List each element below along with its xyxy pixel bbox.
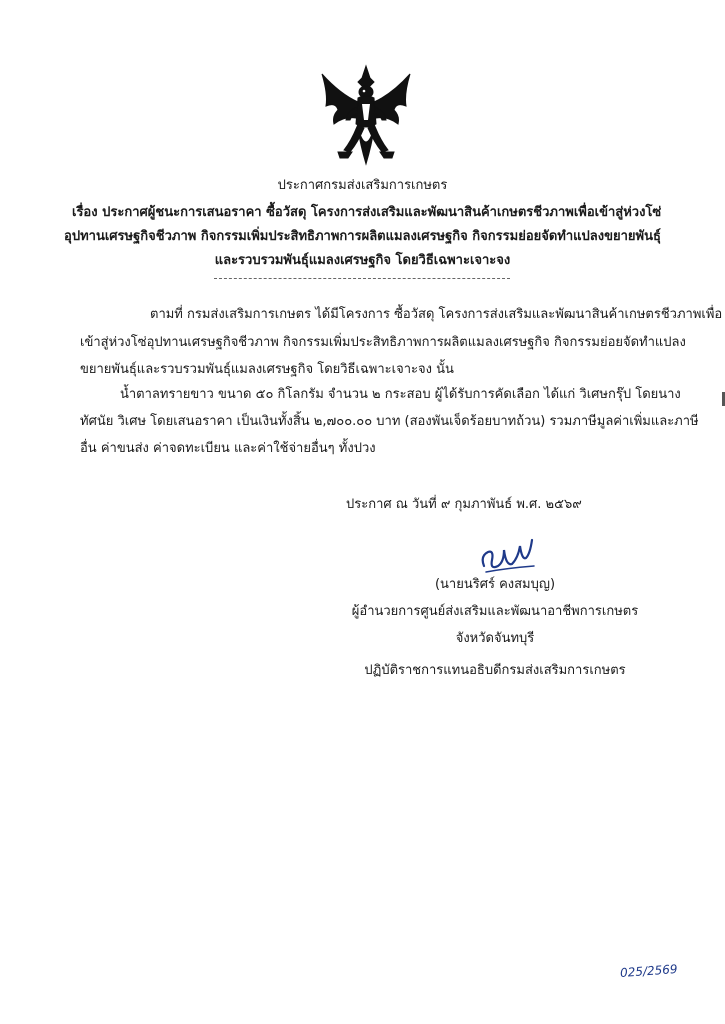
handwritten-doc-number: 025/2569 xyxy=(619,962,678,980)
garuda-emblem-icon xyxy=(318,64,414,176)
subject-line-3: และรวบรวมพันธุ์แมลงเศรษฐกิจ โดยวิธีเฉพาะเจาะจง xyxy=(214,253,511,268)
para2-line2: ทัศนัย วิเศษ โดยเสนอราคา เป็นเงินทั้งสิ้น ๒,๗๐๐.๐๐ บาท (สองพันเจ็ดร้อยบาทถ้วน) รวมภาษีมูลค่าเพิ่มและภาษี xyxy=(80,414,699,429)
subject-line-2: อุปทานเศรษฐกิจชีวภาพ กิจกรรมเพิ่มประสิทธิภาพการผลิตแมลงเศรษฐกิจ กิจกรรมย่อยจัดทำแปลงขยายพันธุ์ xyxy=(64,229,661,244)
para1-line3: ขยายพันธุ์และรวบรวมพันธุ์แมลงเศรษฐกิจ โดยวิธีเฉพาะเจาะจง นั้น xyxy=(80,362,454,377)
signatory-position-3: ปฏิบัติราชการแทนอธิบดีกรมส่งเสริมการเกษตร xyxy=(364,663,626,678)
para2-line3: อื่น ค่าขนส่ง ค่าจดทะเบียน และค่าใช้จ่ายอื่นๆ ทั้งปวง xyxy=(80,441,376,456)
para1-line2: เข้าสู่ห่วงโซ่อุปทานเศรษฐกิจชีวภาพ กิจกรรมเพิ่มประสิทธิภาพการผลิตแมลงเศรษฐกิจ กิจกรรมย่อยจัดทำแปลง xyxy=(80,335,686,350)
para2-line1: น้ำตาลทรายขาว ขนาด ๕๐ กิโลกรัม จำนวน ๒ กระสอบ ผู้ได้รับการคัดเลือก ได้แก่ วิเศษกรุ๊ป โดยนาง xyxy=(120,387,681,402)
subject-label: เรื่อง xyxy=(72,205,98,220)
announcement-date: ประกาศ ณ วันที่ ๙ กุมภาพันธ์ พ.ศ. ๒๕๖๙ xyxy=(346,497,582,512)
separator-dashed-line xyxy=(214,278,510,279)
signatory-name: (นายนริศร์ คงสมบุญ) xyxy=(434,577,556,592)
signatory-position-2: จังหวัดจันทบุรี xyxy=(455,631,535,646)
signature-mark xyxy=(478,536,540,578)
signatory-position-1: ผู้อำนวยการศูนย์ส่งเสริมและพัฒนาอาชีพการเกษตร xyxy=(351,604,639,619)
agency-line: ประกาศกรมส่งเสริมการเกษตร xyxy=(277,178,448,193)
para1-line1: ตามที่ กรมส่งเสริมการเกษตร ได้มีโครงการ ซื้อวัสดุ โครงการส่งเสริมและพัฒนาสินค้าเกษตรชีวภาพเพื่อ xyxy=(150,307,723,322)
subject-line-1 xyxy=(72,204,661,222)
subject-text-1: ประกาศผู้ชนะการเสนอราคา ซื้อวัสดุ โครงการส่งเสริมและพัฒนาสินค้าเกษตรชีวภาพเพื่อเข้าสู่ห่วงโซ่ xyxy=(102,205,662,220)
